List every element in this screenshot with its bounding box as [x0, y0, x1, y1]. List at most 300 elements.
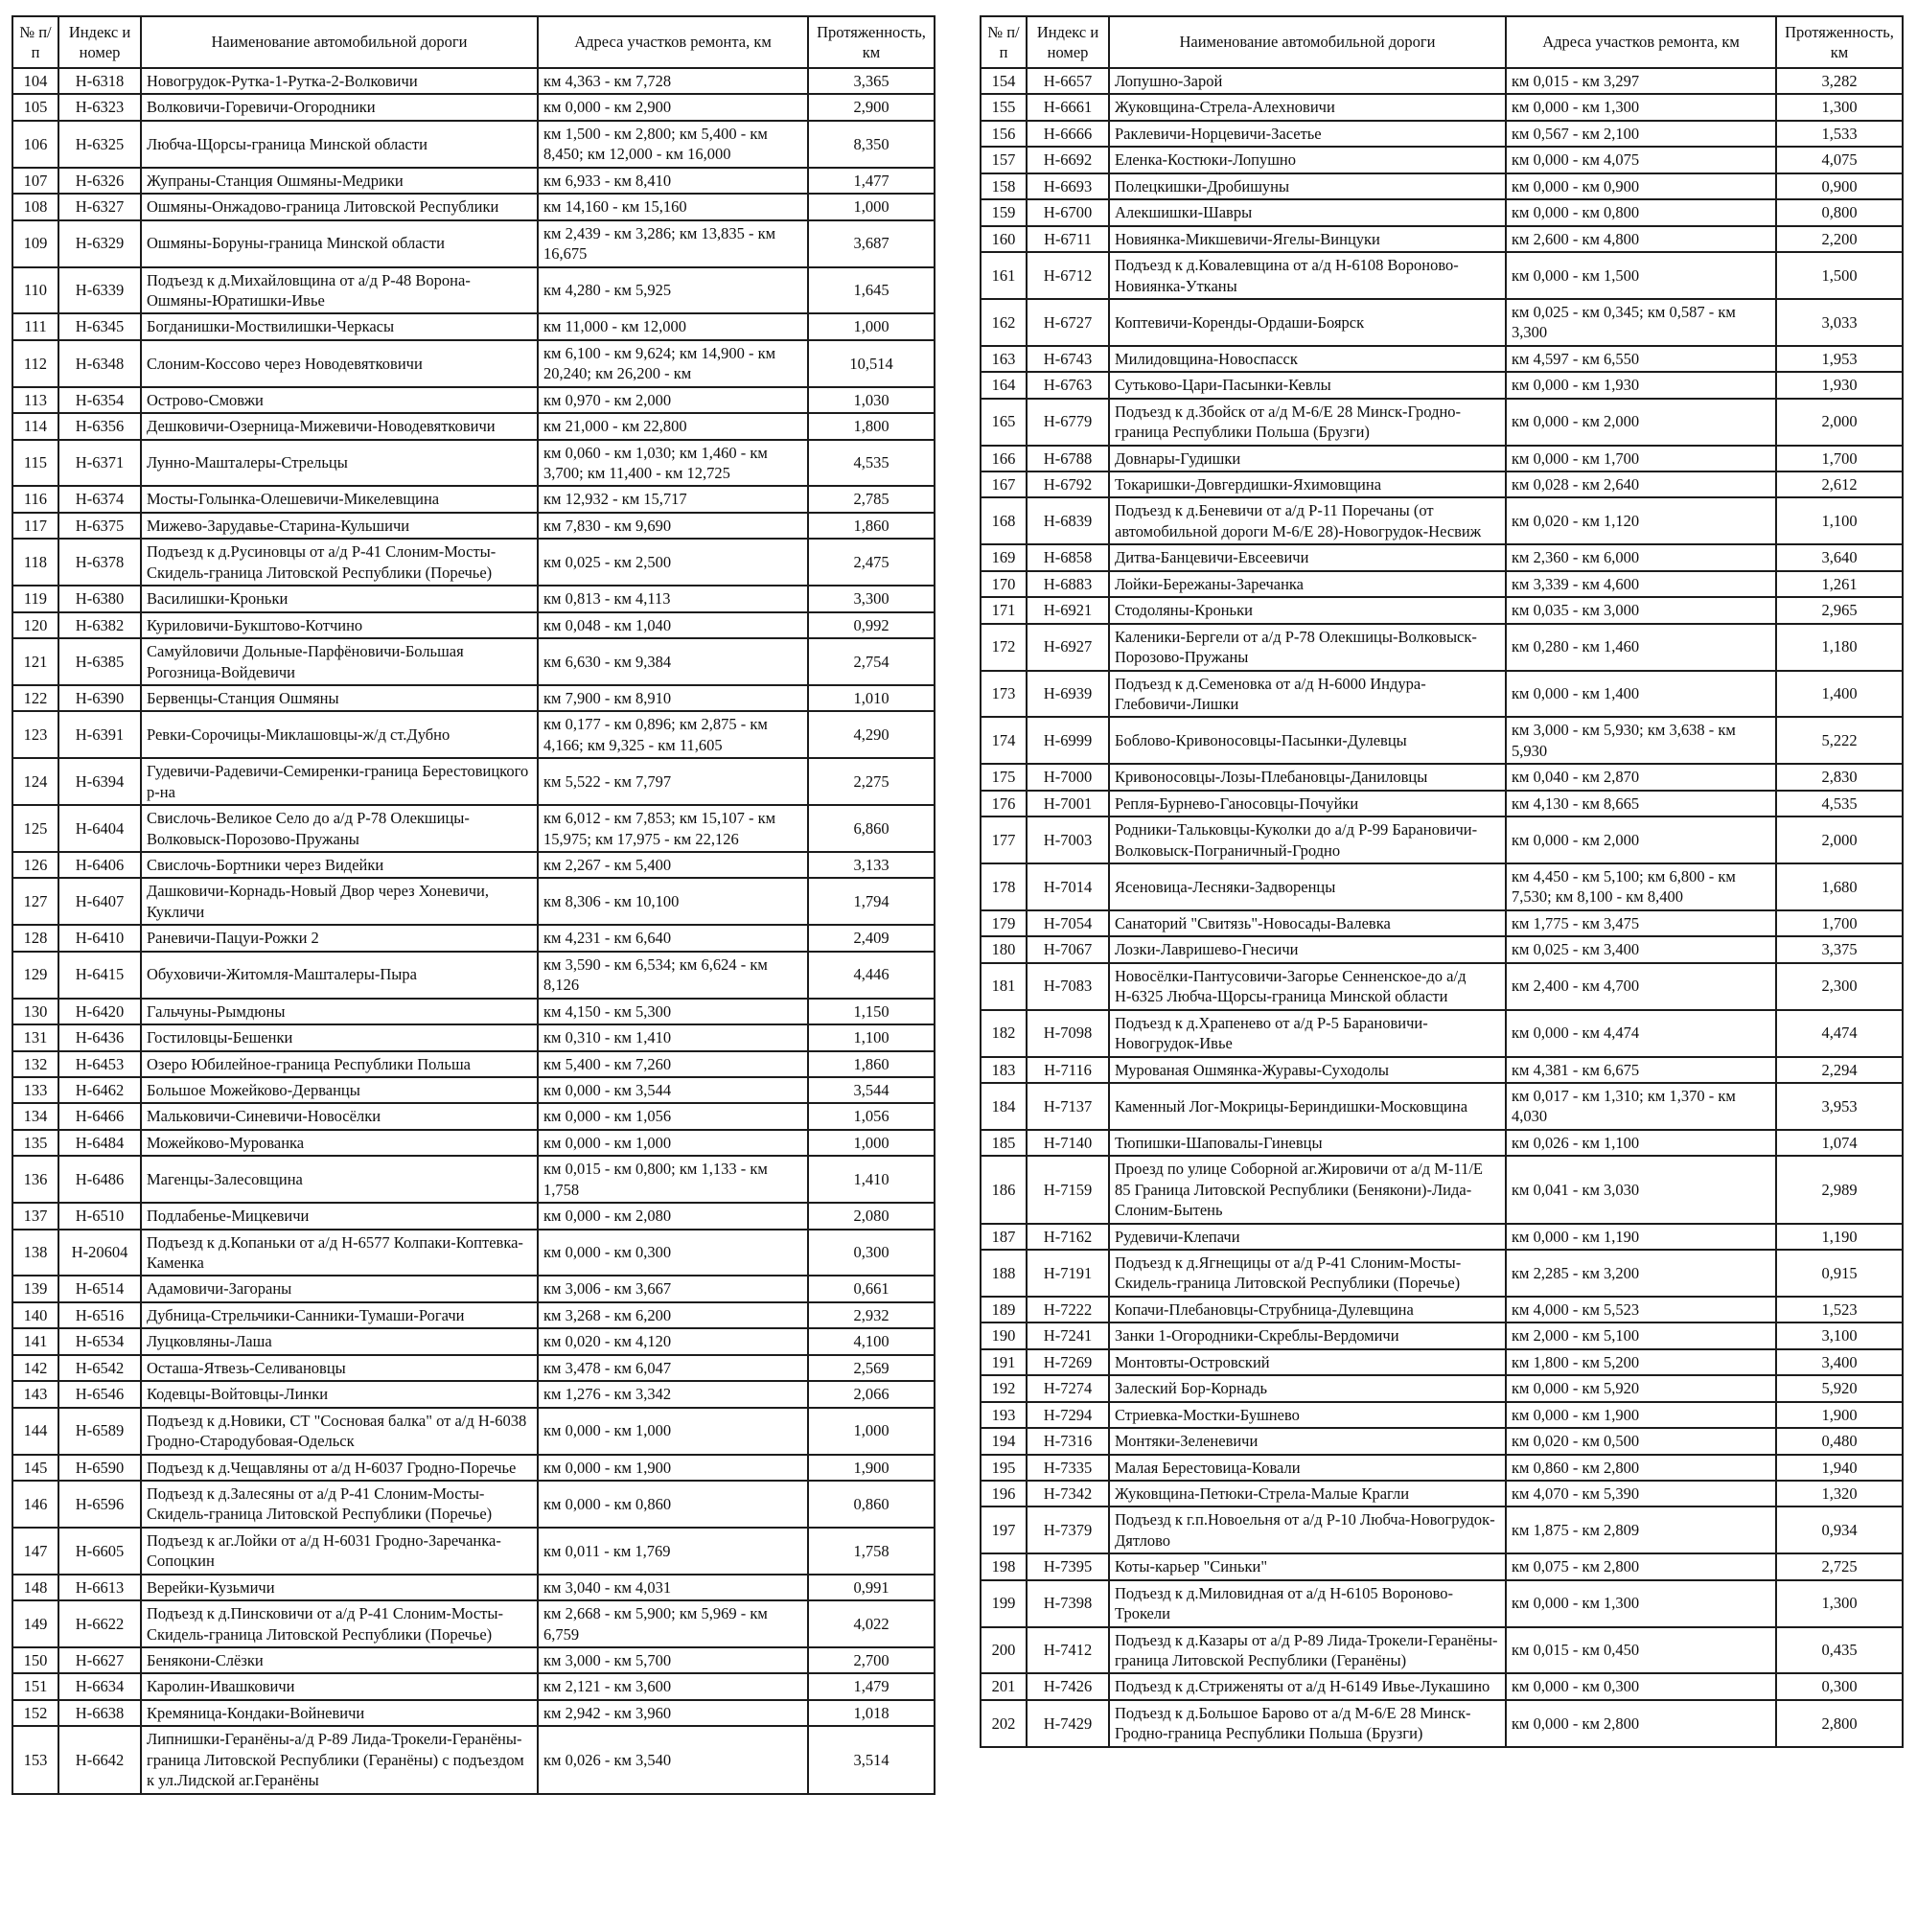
- row-index: Н-6542: [58, 1355, 141, 1381]
- row-address: км 0,026 - км 1,100: [1506, 1130, 1776, 1156]
- row-road-name: Адамовичи-Загораны: [141, 1276, 538, 1301]
- row-number: 168: [981, 497, 1027, 544]
- row-address: км 4,150 - км 5,300: [538, 999, 808, 1024]
- row-road-name: Самуйловичи Дольные-Парфёновичи-Большая Рогозница-Войдевичи: [141, 638, 538, 685]
- row-index: Н-6325: [58, 121, 141, 168]
- row-road-name: Подъезд к д.Пинсковичи от а/д Р-41 Слоним-Мосты-Скидель-граница Литовской Республики (Поречье): [141, 1600, 538, 1647]
- row-index: Н-6486: [58, 1156, 141, 1203]
- table-row: [981, 147, 1903, 172]
- table-row: [981, 544, 1903, 570]
- row-length: 0,300: [808, 1230, 935, 1276]
- row-length: 1,300: [1776, 94, 1903, 120]
- table-row: [981, 346, 1903, 372]
- table-row: [981, 446, 1903, 472]
- row-length: 1,533: [1776, 121, 1903, 147]
- row-index: Н-6634: [58, 1673, 141, 1699]
- row-length: 3,953: [1776, 1083, 1903, 1130]
- table-row: [981, 1627, 1903, 1674]
- row-number: 130: [12, 999, 58, 1024]
- row-address: км 0,025 - км 2,500: [538, 539, 808, 586]
- row-address: км 0,000 - км 0,900: [1506, 173, 1776, 199]
- table-row: [12, 758, 935, 805]
- row-index: Н-7316: [1027, 1428, 1109, 1454]
- row-length: 3,375: [1776, 936, 1903, 962]
- row-road-name: Монтяки-Зеленевичи: [1109, 1428, 1506, 1454]
- row-number: 185: [981, 1130, 1027, 1156]
- row-index: Н-6375: [58, 513, 141, 539]
- table-row: [12, 1276, 935, 1301]
- row-index: Н-6883: [1027, 571, 1109, 597]
- col-header-name: Наименование автомобильной дороги: [1109, 16, 1506, 68]
- table-row: [981, 299, 1903, 346]
- col-header-number: № п/п: [12, 16, 58, 68]
- row-number: 150: [12, 1647, 58, 1673]
- row-index: Н-6858: [1027, 544, 1109, 570]
- table-row: [12, 194, 935, 219]
- table-row: [12, 486, 935, 512]
- row-address: км 5,522 - км 7,797: [538, 758, 808, 805]
- row-number: 169: [981, 544, 1027, 570]
- row-road-name: Жуковщина-Петюки-Стрела-Малые Крагли: [1109, 1481, 1506, 1506]
- row-number: 186: [981, 1156, 1027, 1223]
- col-header-address: Адреса участков ремонта, км: [538, 16, 808, 68]
- row-number: 152: [12, 1700, 58, 1726]
- row-road-name: Ревки-Сорочицы-Миклашовцы-ж/д ст.Дубно: [141, 711, 538, 758]
- row-index: Н-6546: [58, 1381, 141, 1407]
- row-index: Н-7426: [1027, 1673, 1109, 1699]
- row-address: км 2,439 - км 3,286; км 13,835 - км 16,675: [538, 220, 808, 267]
- row-address: км 0,000 - км 0,300: [538, 1230, 808, 1276]
- row-length: 1,000: [808, 1130, 935, 1156]
- row-address: км 0,000 - км 4,075: [1506, 147, 1776, 172]
- roads-table-right: [980, 15, 1904, 1748]
- row-index: Н-6693: [1027, 173, 1109, 199]
- row-address: км 0,000 - км 0,300: [1506, 1673, 1776, 1699]
- row-index: Н-6657: [1027, 68, 1109, 94]
- row-length: 3,365: [808, 68, 935, 94]
- table-row: [12, 852, 935, 878]
- row-number: 172: [981, 624, 1027, 671]
- row-length: 1,477: [808, 168, 935, 194]
- row-length: 1,410: [808, 1156, 935, 1203]
- row-address: км 4,000 - км 5,523: [1506, 1297, 1776, 1322]
- row-address: км 0,028 - км 2,640: [1506, 472, 1776, 497]
- row-length: 2,000: [1776, 816, 1903, 863]
- row-road-name: Монтовты-Островский: [1109, 1349, 1506, 1375]
- table-row: [12, 313, 935, 339]
- table-row: [12, 1203, 935, 1229]
- col-header-index: Индекс и номер: [1027, 16, 1109, 68]
- row-index: Н-6939: [1027, 671, 1109, 718]
- row-length: 0,480: [1776, 1428, 1903, 1454]
- table-row: [981, 910, 1903, 936]
- row-length: 3,544: [808, 1077, 935, 1103]
- table-row: [981, 94, 1903, 120]
- row-road-name: Сутьково-Цари-Пасынки-Кевлы: [1109, 372, 1506, 398]
- table-row: [12, 1647, 935, 1673]
- row-road-name: Новосёлки-Пантусовичи-Загорье Сенненское-до а/д Н-6325 Любча-Щорсы-граница Минской области: [1109, 963, 1506, 1010]
- row-road-name: Озеро Юбилейное-граница Республики Польша: [141, 1051, 538, 1077]
- table-row: [12, 513, 935, 539]
- table-row: [981, 1673, 1903, 1699]
- row-length: 4,535: [1776, 791, 1903, 816]
- row-length: 2,932: [808, 1302, 935, 1328]
- row-number: 160: [981, 226, 1027, 252]
- table-row: [981, 1506, 1903, 1553]
- row-road-name: Кодевцы-Войтовцы-Линки: [141, 1381, 538, 1407]
- row-number: 157: [981, 147, 1027, 172]
- row-number: 162: [981, 299, 1027, 346]
- row-road-name: Санаторий "Свитязь"-Новосады-Валевка: [1109, 910, 1506, 936]
- table-row: [12, 1600, 935, 1647]
- row-length: 1,100: [808, 1024, 935, 1050]
- row-length: 4,022: [808, 1600, 935, 1647]
- table-row: [981, 1349, 1903, 1375]
- row-address: км 4,070 - км 5,390: [1506, 1481, 1776, 1506]
- row-index: Н-6404: [58, 805, 141, 852]
- row-address: км 0,075 - км 2,800: [1506, 1553, 1776, 1579]
- table-row: [981, 121, 1903, 147]
- row-length: 1,953: [1776, 346, 1903, 372]
- row-number: 136: [12, 1156, 58, 1203]
- row-length: 3,640: [1776, 544, 1903, 570]
- table-row: [12, 586, 935, 611]
- row-number: 200: [981, 1627, 1027, 1674]
- row-road-name: Свислочь-Бортники через Видейки: [141, 852, 538, 878]
- row-number: 195: [981, 1455, 1027, 1481]
- row-length: 2,275: [808, 758, 935, 805]
- table-row: [981, 1224, 1903, 1250]
- row-length: 2,294: [1776, 1057, 1903, 1083]
- row-road-name: Дубница-Стрельчики-Санники-Тумаши-Рогачи: [141, 1302, 538, 1328]
- row-length: 4,446: [808, 952, 935, 999]
- row-road-name: Лунно-Машталеры-Стрельцы: [141, 440, 538, 487]
- row-road-name: Раклевичи-Норцевичи-Засетье: [1109, 121, 1506, 147]
- row-address: км 3,339 - км 4,600: [1506, 571, 1776, 597]
- row-road-name: Мосты-Голынка-Олешевичи-Микелевщина: [141, 486, 538, 512]
- row-road-name: Подъезд к д.Залесяны от а/д Р-41 Слоним-Мосты-Скидель-граница Литовской Республики (Поречье): [141, 1481, 538, 1528]
- row-address: км 0,000 - км 2,800: [1506, 1700, 1776, 1747]
- row-number: 124: [12, 758, 58, 805]
- table-row: [12, 1481, 935, 1528]
- row-number: 107: [12, 168, 58, 194]
- row-road-name: Гостиловцы-Бешенки: [141, 1024, 538, 1050]
- row-road-name: Алекшишки-Шавры: [1109, 199, 1506, 225]
- row-road-name: Подъезд к д.Копаньки от а/д Н-6577 Колпаки-Коптевка-Каменка: [141, 1230, 538, 1276]
- table-row: [981, 597, 1903, 623]
- row-number: 189: [981, 1297, 1027, 1322]
- row-number: 142: [12, 1355, 58, 1381]
- row-number: 141: [12, 1328, 58, 1354]
- row-road-name: Ошмяны-Боруны-граница Минской области: [141, 220, 538, 267]
- row-address: км 3,040 - км 4,031: [538, 1575, 808, 1600]
- row-index: Н-6466: [58, 1103, 141, 1129]
- row-road-name: Раневичи-Пацуи-Рожки 2: [141, 925, 538, 951]
- table-row: [981, 1083, 1903, 1130]
- table-row: [12, 612, 935, 638]
- row-length: 2,080: [808, 1203, 935, 1229]
- row-index: Н-6410: [58, 925, 141, 951]
- row-length: 1,400: [1776, 671, 1903, 718]
- row-length: 1,000: [808, 194, 935, 219]
- row-index: Н-6318: [58, 68, 141, 94]
- row-address: км 0,000 - км 1,500: [1506, 252, 1776, 299]
- row-number: 113: [12, 387, 58, 413]
- row-address: км 2,121 - км 3,600: [538, 1673, 808, 1699]
- row-address: км 0,000 - км 1,930: [1506, 372, 1776, 398]
- table-row: [981, 252, 1903, 299]
- row-road-name: Полецкишки-Дробишуны: [1109, 173, 1506, 199]
- row-length: 3,300: [808, 586, 935, 611]
- row-length: 1,930: [1776, 372, 1903, 398]
- row-length: 0,915: [1776, 1250, 1903, 1297]
- row-address: км 12,932 - км 15,717: [538, 486, 808, 512]
- table-row: [981, 173, 1903, 199]
- table-row: [981, 68, 1903, 94]
- row-address: км 0,000 - км 1,700: [1506, 446, 1776, 472]
- row-index: Н-6666: [1027, 121, 1109, 147]
- row-length: 1,100: [1776, 497, 1903, 544]
- row-length: 0,661: [808, 1276, 935, 1301]
- row-number: 105: [12, 94, 58, 120]
- row-number: 184: [981, 1083, 1027, 1130]
- row-length: 4,535: [808, 440, 935, 487]
- row-index: Н-6727: [1027, 299, 1109, 346]
- row-address: км 0,040 - км 2,870: [1506, 764, 1776, 790]
- row-number: 153: [12, 1726, 58, 1793]
- row-address: км 0,015 - км 0,800; км 1,133 - км 1,758: [538, 1156, 808, 1203]
- row-length: 1,900: [808, 1455, 935, 1481]
- row-address: км 0,017 - км 1,310; км 1,370 - км 4,030: [1506, 1083, 1776, 1130]
- row-number: 202: [981, 1700, 1027, 1747]
- row-index: Н-7274: [1027, 1375, 1109, 1401]
- row-number: 129: [12, 952, 58, 999]
- row-address: км 0,000 - км 2,900: [538, 94, 808, 120]
- row-index: Н-6613: [58, 1575, 141, 1600]
- row-road-name: Острово-Смовжи: [141, 387, 538, 413]
- row-number: 196: [981, 1481, 1027, 1506]
- row-address: км 4,280 - км 5,925: [538, 267, 808, 314]
- row-index: Н-6345: [58, 313, 141, 339]
- row-index: Н-7098: [1027, 1010, 1109, 1057]
- row-road-name: Мальковичи-Синевичи-Новосёлки: [141, 1103, 538, 1129]
- row-length: 6,860: [808, 805, 935, 852]
- row-road-name: Подъезд к д.Ягнещицы от а/д Р-41 Слоним-Мосты-Скидель-граница Литовской Республики (Поречье): [1109, 1250, 1506, 1297]
- row-length: 3,282: [1776, 68, 1903, 94]
- row-road-name: Бенякони-Слёзки: [141, 1647, 538, 1673]
- table-row: [12, 121, 935, 168]
- row-index: Н-6484: [58, 1130, 141, 1156]
- row-address: км 1,276 - км 3,342: [538, 1381, 808, 1407]
- row-road-name: Подъезд к д.Чещавляны от а/д Н-6037 Гродно-Поречье: [141, 1455, 538, 1481]
- row-length: 2,700: [808, 1647, 935, 1673]
- table-row: [981, 791, 1903, 816]
- row-address: км 4,363 - км 7,728: [538, 68, 808, 94]
- row-address: км 2,360 - км 6,000: [1506, 544, 1776, 570]
- table-row: [12, 1077, 935, 1103]
- table-row: [12, 1355, 935, 1381]
- row-length: 2,989: [1776, 1156, 1903, 1223]
- row-index: Н-6788: [1027, 446, 1109, 472]
- row-number: 122: [12, 685, 58, 711]
- table-row: [12, 999, 935, 1024]
- table-row: [981, 571, 1903, 597]
- row-length: 0,300: [1776, 1673, 1903, 1699]
- row-length: 3,133: [808, 852, 935, 878]
- row-index: Н-6692: [1027, 147, 1109, 172]
- row-address: км 0,000 - км 1,000: [538, 1130, 808, 1156]
- row-number: 132: [12, 1051, 58, 1077]
- row-road-name: Кремяница-Кондаки-Войневичи: [141, 1700, 538, 1726]
- row-index: Н-7398: [1027, 1580, 1109, 1627]
- table-row: [981, 1375, 1903, 1401]
- row-number: 192: [981, 1375, 1027, 1401]
- table-row: [12, 168, 935, 194]
- row-length: 0,991: [808, 1575, 935, 1600]
- row-address: км 0,000 - км 2,080: [538, 1203, 808, 1229]
- row-index: Н-6374: [58, 486, 141, 512]
- row-road-name: Стодоляны-Кроньки: [1109, 597, 1506, 623]
- row-address: км 0,035 - км 3,000: [1506, 597, 1776, 623]
- table-row: [981, 1402, 1903, 1428]
- table-header: [981, 16, 1903, 68]
- row-length: 1,056: [808, 1103, 935, 1129]
- row-address: км 0,011 - км 1,769: [538, 1528, 808, 1575]
- row-address: км 0,000 - км 1,400: [1506, 671, 1776, 718]
- row-number: 123: [12, 711, 58, 758]
- col-header-number: № п/п: [981, 16, 1027, 68]
- row-road-name: Залеский Бор-Корнадь: [1109, 1375, 1506, 1401]
- row-road-name: Ясеновица-Лесняки-Задворенцы: [1109, 863, 1506, 910]
- row-address: км 3,590 - км 6,534; км 6,624 - км 8,126: [538, 952, 808, 999]
- row-road-name: Подъезд к д.Ковалевщина от а/д Н-6108 Вороново-Новиянка-Утканы: [1109, 252, 1506, 299]
- row-index: Н-7083: [1027, 963, 1109, 1010]
- row-length: 4,290: [808, 711, 935, 758]
- row-number: 155: [981, 94, 1027, 120]
- row-address: км 3,268 - км 6,200: [538, 1302, 808, 1328]
- row-road-name: Рудевичи-Клепачи: [1109, 1224, 1506, 1250]
- row-length: 2,725: [1776, 1553, 1903, 1579]
- row-number: 126: [12, 852, 58, 878]
- row-length: 5,222: [1776, 717, 1903, 764]
- row-address: км 3,000 - км 5,930; км 3,638 - км 5,930: [1506, 717, 1776, 764]
- row-number: 114: [12, 413, 58, 439]
- row-road-name: Жупраны-Станция Ошмяны-Медрики: [141, 168, 538, 194]
- row-number: 170: [981, 571, 1027, 597]
- row-address: км 4,130 - км 8,665: [1506, 791, 1776, 816]
- col-header-length: Протяженность, км: [1776, 16, 1903, 68]
- row-length: 1,700: [1776, 446, 1903, 472]
- row-index: Н-7159: [1027, 1156, 1109, 1223]
- row-length: 1,000: [808, 313, 935, 339]
- table-header: [12, 16, 935, 68]
- row-address: км 0,000 - км 1,900: [538, 1455, 808, 1481]
- row-length: 1,150: [808, 999, 935, 1024]
- row-index: Н-6348: [58, 340, 141, 387]
- row-index: Н-6622: [58, 1600, 141, 1647]
- row-number: 182: [981, 1010, 1027, 1057]
- row-number: 148: [12, 1575, 58, 1600]
- table-row: [12, 387, 935, 413]
- row-number: 139: [12, 1276, 58, 1301]
- row-road-name: Довнары-Гудишки: [1109, 446, 1506, 472]
- row-road-name: Подъезд к д.Миловидная от а/д Н-6105 Вороново-Трокели: [1109, 1580, 1506, 1627]
- row-length: 3,400: [1776, 1349, 1903, 1375]
- row-road-name: Каленики-Бергели от а/д Р-78 Олекшицы-Волковыск-Порозово-Пружаны: [1109, 624, 1506, 671]
- row-address: км 6,100 - км 9,624; км 14,900 - км 20,240; км 26,200 - км: [538, 340, 808, 387]
- row-number: 133: [12, 1077, 58, 1103]
- row-index: Н-6516: [58, 1302, 141, 1328]
- table-row: [981, 1297, 1903, 1322]
- row-address: км 4,231 - км 6,640: [538, 925, 808, 951]
- row-address: км 2,668 - км 5,900; км 5,969 - км 6,759: [538, 1600, 808, 1647]
- row-address: км 2,400 - км 4,700: [1506, 963, 1776, 1010]
- row-index: Н-6406: [58, 852, 141, 878]
- row-address: км 14,160 - км 15,160: [538, 194, 808, 219]
- table-row: [12, 267, 935, 314]
- row-length: 4,100: [808, 1328, 935, 1354]
- row-length: 2,612: [1776, 472, 1903, 497]
- row-length: 10,514: [808, 340, 935, 387]
- row-number: 134: [12, 1103, 58, 1129]
- row-number: 154: [981, 68, 1027, 94]
- table-row: [12, 94, 935, 120]
- row-index: Н-7014: [1027, 863, 1109, 910]
- row-index: Н-7116: [1027, 1057, 1109, 1083]
- row-road-name: Гудевичи-Радевичи-Семиренки-граница Берестовицкого р-на: [141, 758, 538, 805]
- table-row: [981, 1322, 1903, 1348]
- table-row: [981, 764, 1903, 790]
- row-number: 181: [981, 963, 1027, 1010]
- row-address: км 2,600 - км 4,800: [1506, 226, 1776, 252]
- row-address: км 3,006 - км 3,667: [538, 1276, 808, 1301]
- row-index: Н-7412: [1027, 1627, 1109, 1674]
- row-length: 1,900: [1776, 1402, 1903, 1428]
- row-road-name: Большое Можейково-Дерванцы: [141, 1077, 538, 1103]
- table-row: [981, 199, 1903, 225]
- row-length: 1,030: [808, 387, 935, 413]
- row-number: 116: [12, 486, 58, 512]
- row-number: 158: [981, 173, 1027, 199]
- table-row: [12, 805, 935, 852]
- row-number: 109: [12, 220, 58, 267]
- row-index: Н-6380: [58, 586, 141, 611]
- col-header-name: Наименование автомобильной дороги: [141, 16, 538, 68]
- row-index: Н-6590: [58, 1455, 141, 1481]
- table-row: [12, 1700, 935, 1726]
- row-number: 115: [12, 440, 58, 487]
- row-address: км 0,000 - км 1,300: [1506, 1580, 1776, 1627]
- row-road-name: Родники-Тальковцы-Куколки до а/д Р-99 Барановичи-Волковыск-Пограничный-Гродно: [1109, 816, 1506, 863]
- row-index: Н-6743: [1027, 346, 1109, 372]
- row-number: 164: [981, 372, 1027, 398]
- row-road-name: Слоним-Коссово через Новодевятковичи: [141, 340, 538, 387]
- row-index: Н-6638: [58, 1700, 141, 1726]
- row-number: 135: [12, 1130, 58, 1156]
- row-index: Н-7294: [1027, 1402, 1109, 1428]
- table-row: [981, 671, 1903, 718]
- table-row: [12, 440, 935, 487]
- row-index: Н-6436: [58, 1024, 141, 1050]
- row-address: км 6,012 - км 7,853; км 15,107 - км 15,975; км 17,975 - км 22,126: [538, 805, 808, 852]
- row-length: 1,940: [1776, 1455, 1903, 1481]
- row-index: Н-7191: [1027, 1250, 1109, 1297]
- row-number: 118: [12, 539, 58, 586]
- row-index: Н-6378: [58, 539, 141, 586]
- row-index: Н-20604: [58, 1230, 141, 1276]
- table-row: [12, 220, 935, 267]
- row-address: км 8,306 - км 10,100: [538, 878, 808, 925]
